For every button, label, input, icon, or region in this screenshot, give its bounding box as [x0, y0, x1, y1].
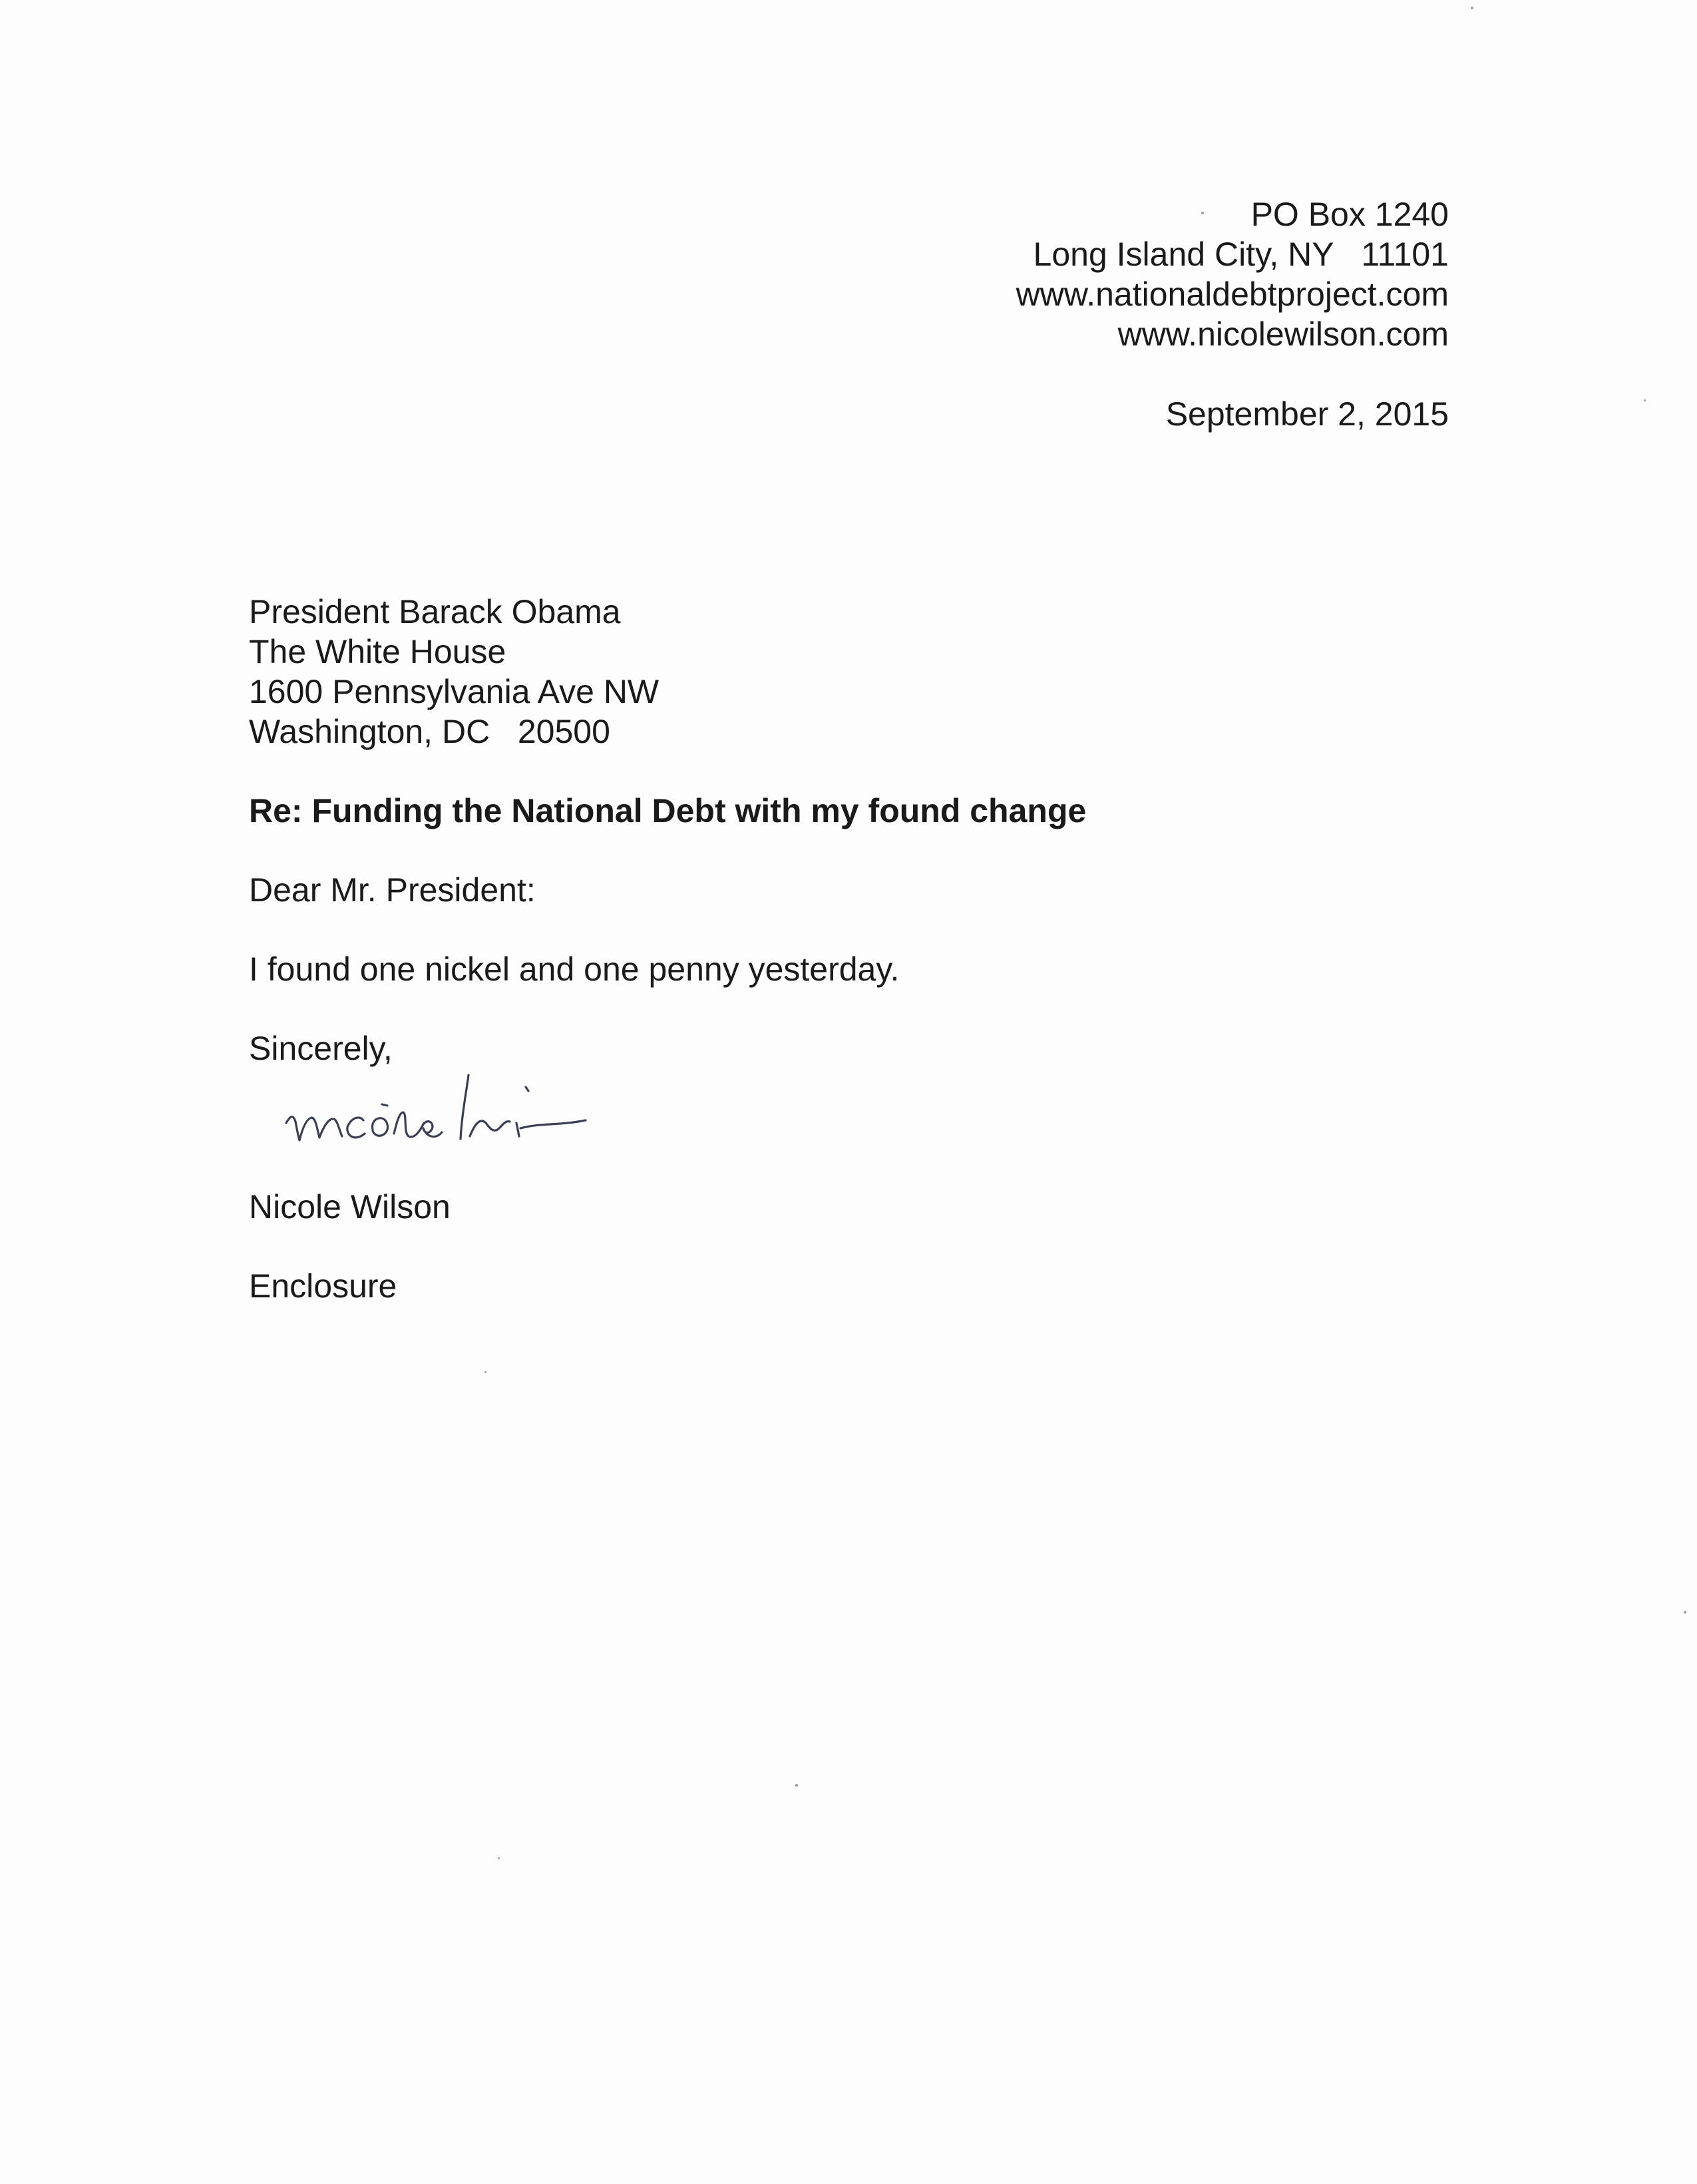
scan-speck — [1471, 7, 1473, 9]
sender-website-national-debt: www.nationaldebtproject.com — [1016, 276, 1449, 313]
scan-speck — [498, 1857, 500, 1859]
recipient-organization: The White House — [249, 633, 506, 670]
scan-speck — [795, 1784, 798, 1787]
scan-speck — [1684, 1611, 1686, 1614]
recipient-name: President Barack Obama — [249, 593, 621, 630]
recipient-address-block — [249, 592, 659, 752]
letter-body: I found one nickel and one penny yesterday. — [249, 951, 900, 988]
scan-speck — [484, 1371, 486, 1373]
recipient-street: 1600 Pennsylvania Ave NW — [249, 673, 660, 710]
sender-address-block — [1016, 194, 1449, 354]
sender-po-box: PO Box 1240 — [1250, 196, 1449, 233]
recipient-city-state-zip: Washington, DC 20500 — [249, 713, 610, 750]
subject-line: Re: Funding the National Debt with my found change — [249, 792, 1087, 829]
sender-city-state-zip: Long Island City, NY 11101 — [1033, 236, 1449, 273]
sender-website-personal: www.nicolewilson.com — [1117, 316, 1449, 353]
handwritten-signature — [273, 1048, 672, 1162]
salutation: Dear Mr. President: — [249, 871, 536, 909]
signer-name: Nicole Wilson — [249, 1188, 451, 1225]
scan-speck — [1644, 399, 1646, 401]
closing: Sincerely, — [249, 1030, 393, 1067]
letter-date: September 2, 2015 — [1165, 395, 1449, 433]
enclosure-note: Enclosure — [249, 1267, 397, 1305]
scan-speck — [1201, 212, 1204, 214]
